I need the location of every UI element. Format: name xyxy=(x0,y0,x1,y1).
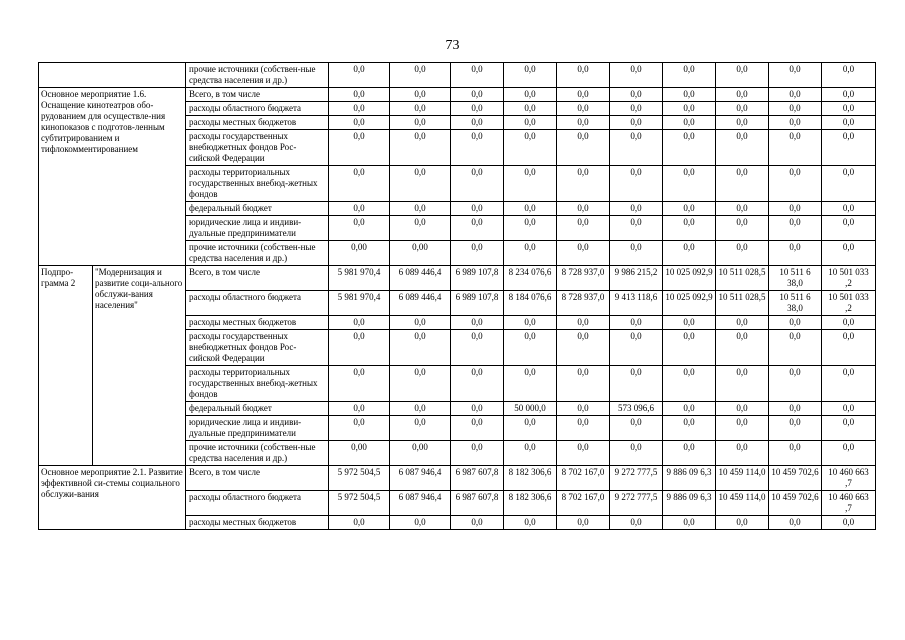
value-cell: 0,0 xyxy=(610,166,663,202)
value-cell: 0,0 xyxy=(822,441,876,466)
value-cell: 6 987 607,8 xyxy=(451,466,504,491)
value-cell: 0,0 xyxy=(716,166,769,202)
value-cell: 9 886 09 6,3 xyxy=(663,491,716,516)
value-cell: 0,0 xyxy=(663,130,716,166)
value-cell: 0,0 xyxy=(451,130,504,166)
value-cell: 0,0 xyxy=(504,441,557,466)
value-cell: 0,0 xyxy=(769,402,822,416)
value-cell: 0,0 xyxy=(610,88,663,102)
value-cell: 5 981 970,4 xyxy=(329,291,390,316)
value-cell: 6 989 107,8 xyxy=(451,266,504,291)
value-cell: 0,0 xyxy=(822,88,876,102)
value-cell: 0,0 xyxy=(663,63,716,88)
value-cell: 0,0 xyxy=(504,63,557,88)
value-cell: 0,0 xyxy=(390,166,451,202)
value-cell: 0,00 xyxy=(390,441,451,466)
value-cell: 0,0 xyxy=(663,402,716,416)
value-cell: 0,0 xyxy=(716,130,769,166)
value-cell: 9 272 777,5 xyxy=(610,491,663,516)
value-cell: 0,0 xyxy=(822,416,876,441)
value-cell: 0,0 xyxy=(504,316,557,330)
value-cell: 9 272 777,5 xyxy=(610,466,663,491)
value-cell: 0,0 xyxy=(663,330,716,366)
value-cell: 10 459 114,0 xyxy=(716,466,769,491)
value-cell: 0,0 xyxy=(716,330,769,366)
value-cell: 0,0 xyxy=(451,102,504,116)
value-cell: 6 087 946,4 xyxy=(390,466,451,491)
value-cell: 0,0 xyxy=(329,166,390,202)
value-cell: 0,0 xyxy=(451,88,504,102)
value-cell: 0,0 xyxy=(610,316,663,330)
value-cell: 0,0 xyxy=(663,88,716,102)
value-cell: 8 234 076,6 xyxy=(504,266,557,291)
value-cell: 8 728 937,0 xyxy=(557,291,610,316)
value-cell: 0,0 xyxy=(504,202,557,216)
funding-source-cell: прочие источники (собствен-ные средства населения и др.) xyxy=(186,63,329,88)
value-cell: 10 459 702,6 xyxy=(769,491,822,516)
value-cell: 5 972 504,5 xyxy=(329,491,390,516)
funding-source-cell: расходы территориальных государственных внебюд-жетных фондов xyxy=(186,366,329,402)
value-cell: 0,0 xyxy=(557,63,610,88)
funding-source-cell: расходы областного бюджета xyxy=(186,291,329,316)
value-cell: 0,0 xyxy=(451,216,504,241)
value-cell: 5 981 970,4 xyxy=(329,266,390,291)
value-cell: 0,0 xyxy=(716,416,769,441)
value-cell: 0,0 xyxy=(504,330,557,366)
value-cell: 0,0 xyxy=(769,416,822,441)
value-cell: 0,0 xyxy=(329,63,390,88)
value-cell: 5 972 504,5 xyxy=(329,466,390,491)
value-cell: 0,0 xyxy=(390,416,451,441)
page-number: 73 xyxy=(445,38,460,53)
value-cell: 0,0 xyxy=(822,402,876,416)
value-cell: 0,0 xyxy=(822,130,876,166)
value-cell: 0,0 xyxy=(822,216,876,241)
value-cell: 0,0 xyxy=(610,441,663,466)
value-cell: 0,0 xyxy=(504,366,557,402)
value-cell: 0,0 xyxy=(822,166,876,202)
funding-source-cell: прочие источники (собствен-ные средства населения и др.) xyxy=(186,441,329,466)
value-cell: 10 460 663 ,7 xyxy=(822,491,876,516)
value-cell: 0,0 xyxy=(390,202,451,216)
value-cell: 0,0 xyxy=(822,241,876,266)
value-cell: 0,0 xyxy=(769,441,822,466)
funding-source-cell: расходы местных бюджетов xyxy=(186,516,329,530)
value-cell: 0,0 xyxy=(663,202,716,216)
value-cell: 0,0 xyxy=(663,102,716,116)
value-cell: 10 501 033 ,2 xyxy=(822,291,876,316)
value-cell: 0,0 xyxy=(451,316,504,330)
value-cell: 10 459 702,6 xyxy=(769,466,822,491)
value-cell: 0,00 xyxy=(329,241,390,266)
value-cell: 0,0 xyxy=(557,116,610,130)
value-cell: 0,0 xyxy=(716,366,769,402)
value-cell: 9 986 215,2 xyxy=(610,266,663,291)
value-cell: 0,00 xyxy=(390,241,451,266)
value-cell: 8 702 167,0 xyxy=(557,491,610,516)
funding-source-cell: расходы областного бюджета xyxy=(186,102,329,116)
value-cell: 0,0 xyxy=(329,116,390,130)
value-cell: 0,0 xyxy=(557,166,610,202)
value-cell: 0,0 xyxy=(451,366,504,402)
funding-source-cell: федеральный бюджет xyxy=(186,402,329,416)
value-cell: 0,0 xyxy=(329,102,390,116)
value-cell: 0,0 xyxy=(716,63,769,88)
table-row xyxy=(39,266,876,291)
value-cell: 0,0 xyxy=(769,116,822,130)
value-cell: 0,0 xyxy=(716,316,769,330)
value-cell: 0,0 xyxy=(329,88,390,102)
value-cell: 0,0 xyxy=(557,516,610,530)
value-cell: 6 987 607,8 xyxy=(451,491,504,516)
value-cell: 10 511 028,5 xyxy=(716,291,769,316)
value-cell: 0,0 xyxy=(451,166,504,202)
value-cell: 0,0 xyxy=(663,316,716,330)
value-cell: 0,0 xyxy=(769,241,822,266)
value-cell: 0,0 xyxy=(822,63,876,88)
value-cell: 0,0 xyxy=(769,316,822,330)
value-cell: 0,0 xyxy=(390,216,451,241)
value-cell: 0,0 xyxy=(769,63,822,88)
value-cell: 0,0 xyxy=(822,202,876,216)
value-cell: 0,0 xyxy=(504,88,557,102)
value-cell: 0,0 xyxy=(504,166,557,202)
value-cell: 0,0 xyxy=(716,88,769,102)
value-cell: 0,0 xyxy=(769,166,822,202)
funding-source-cell: расходы государственных внебюджетных фондов Рос-сийской Федерации xyxy=(186,130,329,166)
funding-source-cell: расходы государственных внебюджетных фондов Рос-сийской Федерации xyxy=(186,330,329,366)
value-cell: 0,0 xyxy=(329,316,390,330)
table-row xyxy=(39,466,876,491)
value-cell: 0,0 xyxy=(329,202,390,216)
value-cell: 573 096,6 xyxy=(610,402,663,416)
value-cell: 0,0 xyxy=(557,441,610,466)
funding-source-cell: юридические лица и индиви-дуальные предприниматели xyxy=(186,216,329,241)
value-cell: 0,0 xyxy=(504,130,557,166)
value-cell: 0,0 xyxy=(716,216,769,241)
value-cell: 0,0 xyxy=(610,416,663,441)
value-cell: 0,0 xyxy=(557,316,610,330)
value-cell: 0,0 xyxy=(451,402,504,416)
value-cell: 0,0 xyxy=(663,516,716,530)
value-cell: 0,0 xyxy=(451,441,504,466)
value-cell: 0,0 xyxy=(716,102,769,116)
funding-source-cell: расходы местных бюджетов xyxy=(186,316,329,330)
value-cell: 8 182 306,6 xyxy=(504,491,557,516)
value-cell: 0,0 xyxy=(716,202,769,216)
value-cell: 0,0 xyxy=(769,102,822,116)
value-cell: 50 000,0 xyxy=(504,402,557,416)
value-cell: 10 511 6 38,0 xyxy=(769,266,822,291)
funding-source-cell: расходы областного бюджета xyxy=(186,491,329,516)
funding-source-cell: расходы местных бюджетов xyxy=(186,116,329,130)
value-cell: 0,0 xyxy=(769,216,822,241)
value-cell: 0,0 xyxy=(716,241,769,266)
value-cell: 0,0 xyxy=(769,130,822,166)
value-cell: 0,0 xyxy=(557,130,610,166)
value-cell: 0,0 xyxy=(822,516,876,530)
value-cell: 0,0 xyxy=(390,316,451,330)
value-cell: 0,0 xyxy=(504,216,557,241)
value-cell: 0,0 xyxy=(663,216,716,241)
value-cell: 0,0 xyxy=(557,402,610,416)
value-cell: 6 089 446,4 xyxy=(390,291,451,316)
value-cell: 0,0 xyxy=(451,63,504,88)
value-cell: 0,0 xyxy=(329,216,390,241)
value-cell: 0,0 xyxy=(390,330,451,366)
value-cell: 6 089 446,4 xyxy=(390,266,451,291)
value-cell: 0,0 xyxy=(610,216,663,241)
value-cell: 0,0 xyxy=(610,516,663,530)
value-cell: 0,0 xyxy=(610,63,663,88)
value-cell: 10 025 092,9 xyxy=(663,266,716,291)
funding-source-cell: Всего, в том числе xyxy=(186,88,329,102)
value-cell: 0,0 xyxy=(716,402,769,416)
value-cell: 0,0 xyxy=(329,366,390,402)
value-cell: 0,0 xyxy=(451,241,504,266)
budget-table xyxy=(38,62,876,530)
value-cell: 0,0 xyxy=(390,102,451,116)
measure-cell: Основное мероприятие 1.6. Оснащение кинотеатров обо-рудованием для осуществле-ния кинопоказов с подготов-ленным субтитрированием и тифлокомментированием xyxy=(39,88,186,266)
value-cell: 0,0 xyxy=(716,516,769,530)
value-cell: 0,0 xyxy=(822,330,876,366)
value-cell: 0,00 xyxy=(329,441,390,466)
value-cell: 0,0 xyxy=(610,116,663,130)
value-cell: 0,0 xyxy=(557,202,610,216)
funding-source-cell: Всего, в том числе xyxy=(186,266,329,291)
value-cell: 0,0 xyxy=(451,116,504,130)
value-cell: 0,0 xyxy=(329,516,390,530)
value-cell: 0,0 xyxy=(610,202,663,216)
value-cell: 9 886 09 6,3 xyxy=(663,466,716,491)
funding-source-cell: юридические лица и индиви-дуальные предприниматели xyxy=(186,416,329,441)
value-cell: 0,0 xyxy=(716,116,769,130)
value-cell: 0,0 xyxy=(504,241,557,266)
value-cell: 0,0 xyxy=(663,116,716,130)
value-cell: 0,0 xyxy=(390,130,451,166)
value-cell: 0,0 xyxy=(769,366,822,402)
value-cell: 0,0 xyxy=(557,366,610,402)
measure-cell xyxy=(39,63,186,88)
value-cell: 0,0 xyxy=(769,88,822,102)
value-cell: 8 702 167,0 xyxy=(557,466,610,491)
program-title-cell: "Модернизация и развитие соци-ального обслужи-вания населения" xyxy=(93,266,186,466)
program-cell: Подпро-грамма 2 xyxy=(39,266,93,466)
value-cell: 0,0 xyxy=(557,216,610,241)
value-cell: 0,0 xyxy=(663,166,716,202)
value-cell: 0,0 xyxy=(504,102,557,116)
value-cell: 0,0 xyxy=(716,441,769,466)
value-cell: 0,0 xyxy=(769,202,822,216)
value-cell: 0,0 xyxy=(610,102,663,116)
value-cell: 8 728 937,0 xyxy=(557,266,610,291)
value-cell: 0,0 xyxy=(822,316,876,330)
value-cell: 0,0 xyxy=(610,241,663,266)
value-cell: 0,0 xyxy=(329,330,390,366)
value-cell: 0,0 xyxy=(822,366,876,402)
value-cell: 10 511 028,5 xyxy=(716,266,769,291)
value-cell: 0,0 xyxy=(822,116,876,130)
value-cell: 10 025 092,9 xyxy=(663,291,716,316)
value-cell: 10 459 114,0 xyxy=(716,491,769,516)
value-cell: 10 511 6 38,0 xyxy=(769,291,822,316)
funding-source-cell: федеральный бюджет xyxy=(186,202,329,216)
measure-cell: Основное мероприятие 2.1. Развитие эффективной си-стемы социального обслужи-вания xyxy=(39,466,186,530)
value-cell: 0,0 xyxy=(390,516,451,530)
value-cell: 0,0 xyxy=(390,88,451,102)
value-cell: 0,0 xyxy=(390,366,451,402)
value-cell: 0,0 xyxy=(390,63,451,88)
value-cell: 0,0 xyxy=(390,116,451,130)
value-cell: 0,0 xyxy=(329,402,390,416)
value-cell: 0,0 xyxy=(557,416,610,441)
funding-source-cell: Всего, в том числе xyxy=(186,466,329,491)
value-cell: 0,0 xyxy=(504,516,557,530)
table-row xyxy=(39,88,876,102)
value-cell: 0,0 xyxy=(663,441,716,466)
value-cell: 9 413 118,6 xyxy=(610,291,663,316)
value-cell: 6 087 946,4 xyxy=(390,491,451,516)
value-cell: 0,0 xyxy=(451,330,504,366)
value-cell: 8 182 306,6 xyxy=(504,466,557,491)
value-cell: 0,0 xyxy=(663,366,716,402)
value-cell: 0,0 xyxy=(822,102,876,116)
value-cell: 0,0 xyxy=(663,416,716,441)
value-cell: 0,0 xyxy=(769,330,822,366)
value-cell: 0,0 xyxy=(504,116,557,130)
table-row xyxy=(39,63,876,88)
value-cell: 0,0 xyxy=(390,402,451,416)
value-cell: 0,0 xyxy=(329,130,390,166)
value-cell: 0,0 xyxy=(504,416,557,441)
value-cell: 0,0 xyxy=(451,516,504,530)
value-cell: 0,0 xyxy=(557,88,610,102)
value-cell: 0,0 xyxy=(663,241,716,266)
value-cell: 8 184 076,6 xyxy=(504,291,557,316)
value-cell: 0,0 xyxy=(451,416,504,441)
value-cell: 10 460 663 ,7 xyxy=(822,466,876,491)
value-cell: 0,0 xyxy=(451,202,504,216)
value-cell: 0,0 xyxy=(557,330,610,366)
value-cell: 10 501 033 ,2 xyxy=(822,266,876,291)
value-cell: 0,0 xyxy=(610,130,663,166)
value-cell: 0,0 xyxy=(557,241,610,266)
funding-source-cell: расходы территориальных государственных внебюд-жетных фондов xyxy=(186,166,329,202)
funding-source-cell: прочие источники (собствен-ные средства населения и др.) xyxy=(186,241,329,266)
value-cell: 0,0 xyxy=(769,516,822,530)
value-cell: 0,0 xyxy=(329,416,390,441)
value-cell: 0,0 xyxy=(557,102,610,116)
value-cell: 0,0 xyxy=(610,330,663,366)
value-cell: 0,0 xyxy=(610,366,663,402)
value-cell: 6 989 107,8 xyxy=(451,291,504,316)
